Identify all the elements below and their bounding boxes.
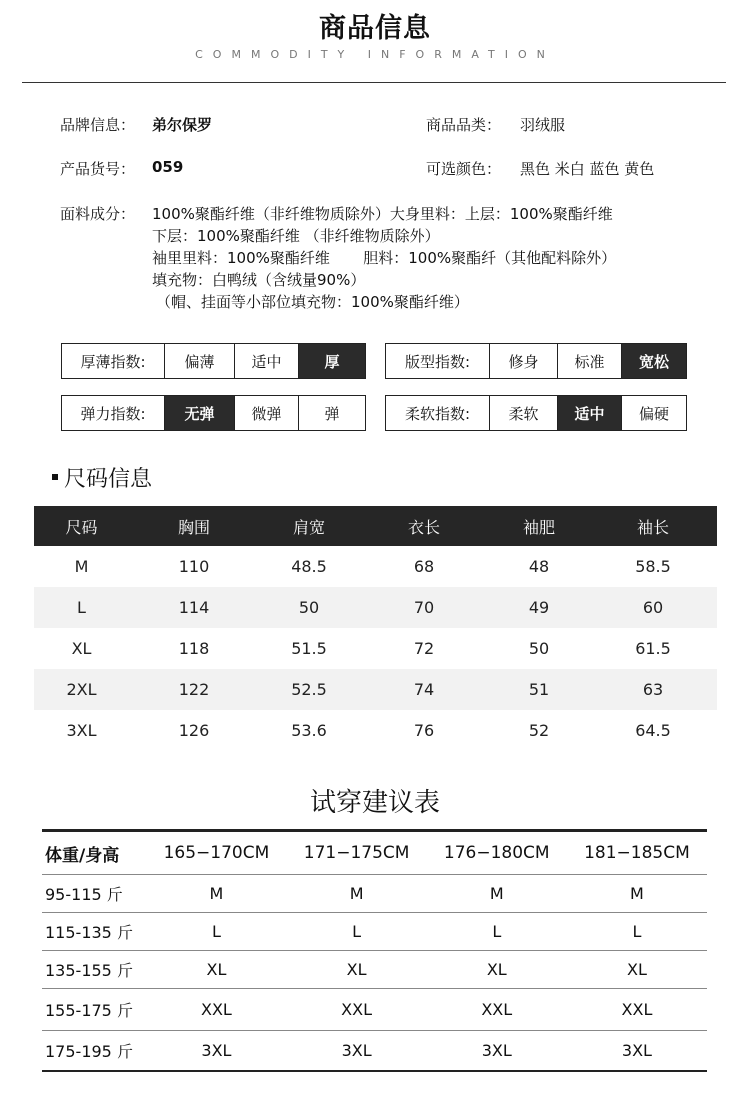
table-cell: 48.5 [291, 557, 327, 576]
index-option-selected: 无弹 [165, 396, 235, 430]
thickness-index [61, 343, 366, 379]
table-cell: XL [71, 639, 92, 658]
index-option: 标准 [558, 344, 622, 378]
table-cell: M [489, 884, 504, 903]
table-cell: 122 [178, 680, 210, 699]
index-option: 弹 [324, 404, 340, 423]
table-row [42, 951, 707, 989]
table-cell: 52.5 [291, 680, 327, 699]
table-row [42, 913, 707, 951]
table-cell: 3XL [481, 1041, 512, 1060]
softness-index [385, 395, 687, 431]
table-cell: 3XL [66, 721, 97, 740]
fit-table [42, 829, 707, 1072]
index-option-selected: 适中 [558, 396, 622, 430]
table-cell: XL [206, 960, 227, 979]
table-cell: 118 [178, 639, 210, 658]
table-cell: 64.5 [635, 721, 671, 740]
table-cell: 50 [528, 639, 550, 658]
table-cell: 74 [413, 680, 435, 699]
header-cell: 181−185CM [584, 843, 690, 863]
elasticity-index [61, 395, 366, 431]
fabric-line: （帽、挂面等小部位填充物：100%聚酯纤维） [156, 293, 469, 311]
index-label: 柔软指数: [386, 396, 490, 430]
table-cell: 3XL [341, 1041, 372, 1060]
table-cell: 175-195 斤 [45, 1042, 133, 1061]
index-label: 厚薄指数: [62, 344, 165, 378]
fabric-line: 下层：100%聚酯纤维 （非纤维物质除外） [152, 227, 440, 245]
sku-value: 059 [152, 158, 184, 176]
fabric-line: 100%聚酯纤维（非纤维物质除外）大身里料：上层：100%聚酯纤维 [152, 205, 613, 223]
page-subtitle: COMMODITY INFORMATION [195, 48, 555, 61]
header-cell: 165−170CM [163, 843, 270, 863]
colors-value: 黑色 米白 蓝色 黄色 [520, 160, 655, 178]
table-cell: XL [627, 960, 647, 979]
fit-section-title: 试穿建议表 [309, 788, 440, 818]
size-section-title-text: 尺码信息 [64, 467, 153, 492]
table-row [42, 875, 707, 913]
index-label: 版型指数: [386, 344, 490, 378]
table-cell: 135-155 斤 [45, 961, 133, 980]
table-cell: 110 [178, 557, 210, 576]
table-cell: 51 [528, 680, 550, 699]
index-option: 柔软 [490, 396, 558, 430]
table-cell: XL [486, 960, 507, 979]
table-cell: 51.5 [291, 639, 327, 658]
table-cell: 2XL [66, 680, 97, 699]
size-table-header [34, 506, 717, 546]
header-cell: 体重/身高 [45, 845, 120, 866]
table-cell: 52 [528, 721, 550, 740]
table-cell: 60 [642, 598, 664, 617]
header-cell: 胸围 [177, 517, 210, 537]
fit-table-header [42, 832, 707, 875]
table-cell: 126 [178, 721, 210, 740]
table-cell: XXL [201, 1000, 232, 1019]
index-option: 偏薄 [165, 344, 235, 378]
bullet-square-icon [52, 474, 58, 480]
table-cell: 68 [413, 557, 435, 576]
header-cell: 袖肥 [522, 517, 555, 537]
table-cell: XXL [341, 1000, 373, 1019]
table-row [34, 628, 717, 669]
table-cell: 3XL [621, 1041, 652, 1060]
table-cell: 53.6 [291, 721, 327, 740]
table-row [34, 669, 717, 710]
table-cell: 114 [178, 598, 210, 617]
index-option: 微弹 [235, 396, 299, 430]
table-cell: XXL [621, 1000, 653, 1019]
index-option: 修身 [490, 344, 558, 378]
table-cell: 95-115 斤 [45, 885, 123, 904]
table-cell: L [492, 922, 502, 941]
table-cell: 49 [528, 598, 550, 617]
table-cell: XL [346, 960, 367, 979]
table-cell: 3XL [201, 1041, 232, 1060]
page-title: 商品信息 [319, 13, 431, 44]
table-cell: 115-135 斤 [45, 923, 133, 942]
sku-label: 产品货号： [60, 160, 136, 178]
size-section-title [52, 462, 152, 493]
table-row [34, 546, 717, 587]
category-label: 商品品类： [426, 116, 502, 134]
table-cell: L [352, 922, 362, 941]
table-cell: M [209, 884, 224, 903]
header-cell: 衣长 [407, 517, 440, 537]
index-option: 适中 [235, 344, 299, 378]
category-value: 羽绒服 [520, 116, 566, 134]
table-cell: 50 [298, 598, 320, 617]
table-cell: 58.5 [635, 557, 671, 576]
table-cell: 61.5 [635, 639, 671, 658]
table-cell: XXL [481, 1000, 513, 1019]
table-row [42, 1031, 707, 1072]
header-divider [22, 82, 726, 83]
table-cell: L [77, 598, 86, 617]
brand-label: 品牌信息： [60, 116, 136, 134]
table-row [34, 710, 717, 751]
header-cell: 尺码 [65, 517, 98, 537]
table-cell: 155-175 斤 [45, 1001, 133, 1020]
table-cell: L [211, 922, 221, 941]
index-option-selected: 厚 [299, 344, 365, 378]
table-cell: 76 [413, 721, 435, 740]
table-cell: L [632, 922, 642, 941]
table-cell: 63 [642, 680, 664, 699]
brand-value: 弟尔保罗 [152, 116, 213, 134]
size-table [34, 506, 717, 751]
table-cell: M [349, 884, 364, 903]
index-option-selected: 宽松 [622, 344, 686, 378]
fabric-line: 填充物：白鸭绒（含绒量90%） [152, 271, 366, 289]
fit-index [385, 343, 687, 379]
header-cell: 袖长 [636, 517, 669, 537]
index-label: 弹力指数: [62, 396, 165, 430]
header-cell: 176−180CM [443, 843, 550, 863]
header-cell: 肩宽 [292, 517, 325, 537]
table-cell: 72 [413, 639, 435, 658]
fabric-line: 袖里里料：100%聚酯纤维 胆料：100%聚酯纤（其他配料除外） [152, 249, 617, 267]
fabric-label: 面料成分： [60, 205, 136, 223]
table-cell: 70 [413, 598, 435, 617]
colors-label: 可选颜色： [426, 160, 502, 178]
index-option: 偏硬 [638, 404, 669, 423]
table-cell: M [630, 884, 644, 903]
header-cell: 171−175CM [303, 843, 410, 863]
table-cell: 48 [528, 557, 550, 576]
table-row [42, 989, 707, 1031]
table-cell: M [74, 557, 89, 576]
table-row [34, 587, 717, 628]
